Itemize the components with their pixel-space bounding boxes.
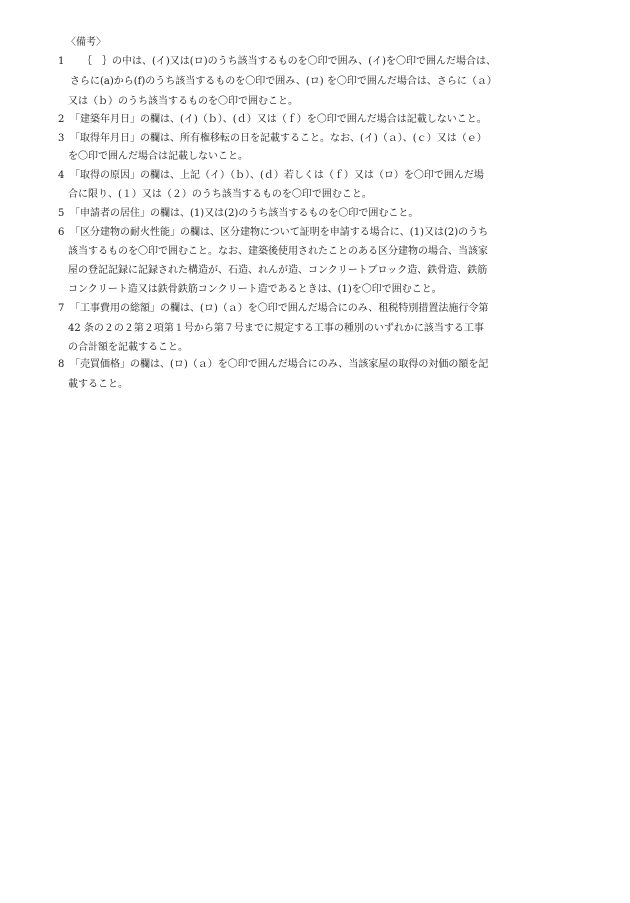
note-line: 載すること。 bbox=[68, 379, 128, 390]
note-line: 「工事費用の総額」の欄は、(ロ)（ａ）を〇印で囲んだ場合にのみ、租税特別措置法施行令第 bbox=[70, 303, 489, 314]
note-line: コンクリート造又は鉄骨鉄筋コンクリート造であるときは、(1)を〇印で囲むこと。 bbox=[68, 284, 442, 295]
note-number: 7 bbox=[58, 303, 65, 314]
note-number: 5 bbox=[58, 208, 65, 219]
note-line: を〇印で囲んだ場合は記載しないこと。 bbox=[68, 151, 248, 162]
note-line: ｛ ｝の中は、(イ)又は(ロ)のうち該当するものを〇印で囲み、(イ)を〇印で囲んだ場合は、 bbox=[77, 56, 497, 67]
note-number: 8 bbox=[58, 359, 65, 370]
note-line: 屋の登記記録に記録された構造が、石造、れんが造、コンクリートブロック造、鉄骨造、鉄筋 bbox=[68, 265, 488, 276]
note-line: 「建築年月日」の欄は、(イ)（ｂ）、(ｄ）又は（ｆ）を〇印で囲んだ場合は記載しないこと。 bbox=[70, 114, 487, 125]
note-number: 2 bbox=[58, 114, 65, 125]
note-line: 該当するものを〇印で囲むこと。なお、建築後使用されたことのある区分建物の場合、当該家 bbox=[68, 246, 488, 257]
note-line: さらに(a)から(f)のうち該当するものを〇印で囲み、(ロ) を〇印で囲んだ場合は、さらに（ａ） bbox=[70, 76, 497, 87]
note-line: の合計額を記載すること。 bbox=[68, 342, 188, 353]
note-line: 42 条の２の２第２項第１号から第７号までに規定する工事の種別のいずれかに該当する工事 bbox=[68, 323, 484, 334]
note-line: 「売買価格」の欄は、(ロ)（ａ）を〇印で囲んだ場合にのみ、当該家屋の取得の対価の額を記 bbox=[70, 359, 489, 370]
note-number: 1 bbox=[58, 56, 65, 67]
note-number: 4 bbox=[58, 170, 65, 181]
note-line: 「区分建物の耐火性能」の欄は、区分建物について証明を申請する場合に、(1)又は(2)のうち bbox=[70, 227, 489, 238]
note-line: 又は（ｂ）のうち該当するものを〇印で囲むこと。 bbox=[68, 96, 298, 107]
note-line: 「取得の原因」の欄は、上記（イ）（ｂ）、(ｄ）若しくは（ｆ）又は（ロ）を〇印で囲んだ場 bbox=[70, 170, 484, 181]
note-line: 「取得年月日」の欄は、所有権移転の日を記載すること。なお、(イ)（ａ）、(ｃ）又は（ｅ） bbox=[70, 133, 487, 144]
note-number: 3 bbox=[58, 133, 65, 144]
note-number: 6 bbox=[58, 227, 65, 238]
notes-heading: 〈備考〉 bbox=[66, 37, 106, 48]
note-line: 合に限り、(１）又は（２）のうち該当するものを〇印で囲むこと。 bbox=[68, 189, 372, 200]
note-line: 「申請者の居住」の欄は、(1)又は(2)のうち該当するものを〇印で囲むこと。 bbox=[70, 208, 419, 219]
